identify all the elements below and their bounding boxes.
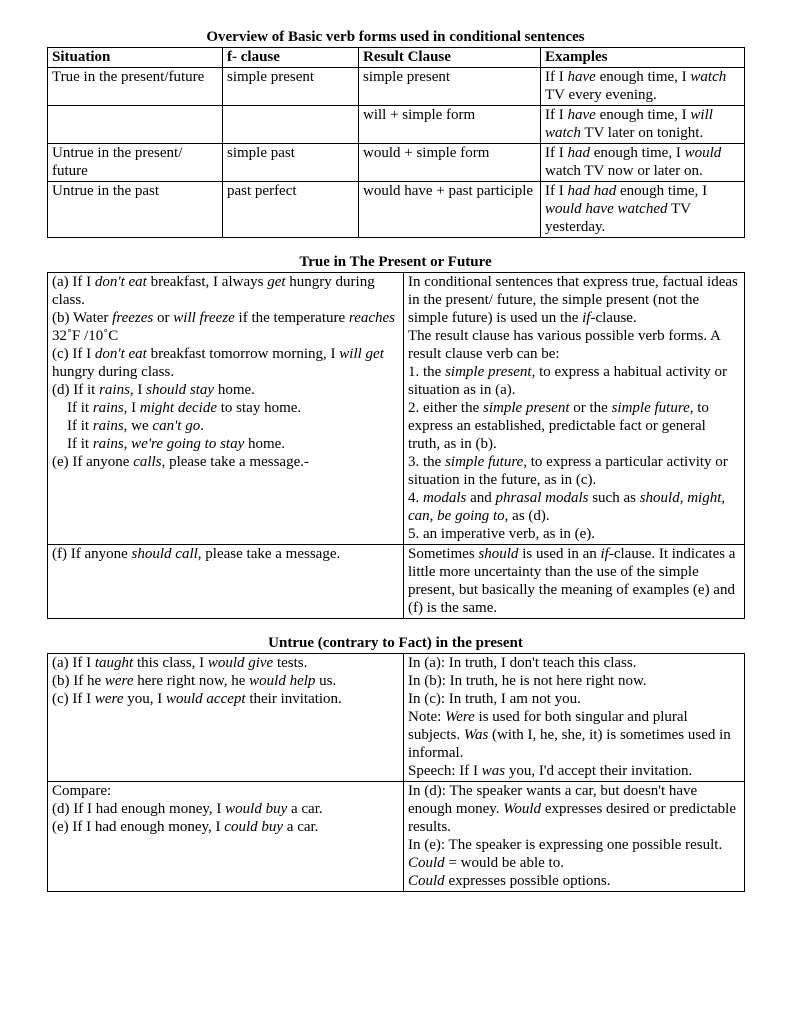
table-cell: simple past — [223, 144, 359, 182]
table-cell — [223, 106, 359, 144]
text-line: In (a): In truth, I don't teach this class. — [408, 655, 637, 671]
table-cell: would have + past participle — [359, 182, 541, 238]
table-row — [48, 68, 745, 106]
text-line: (a) If I don't eat breakfast, I always get hungry during class. — [52, 274, 379, 308]
examples-cell — [48, 545, 404, 619]
table-row — [48, 782, 745, 892]
text-line: If it rains, we can't go. — [52, 418, 204, 434]
table-cell: Untrue in the past — [48, 182, 223, 238]
text-line: (e) If anyone calls, please take a message.- — [52, 454, 309, 470]
column-header: Situation — [48, 48, 223, 68]
table-row — [48, 273, 745, 545]
text-line: (d) If I had enough money, I would buy a car. — [52, 801, 323, 817]
text-line: Compare: — [52, 783, 112, 799]
table-cell: If I have enough time, I watch TV every evening. — [541, 68, 745, 106]
untrue-present-section — [47, 634, 744, 892]
table-cell: If I had enough time, I would watch TV now or later on. — [541, 144, 745, 182]
column-header: f- clause — [223, 48, 359, 68]
table-cell: If I have enough time, I will watch TV later on tonight. — [541, 106, 745, 144]
text-line: (b) If he were here right now, he would help us. — [52, 673, 337, 689]
text-line: Speech: If I was you, I'd accept their invitation. — [408, 763, 693, 779]
text-line: 2. either the simple present or the simple future, to express an established, predictable fact or general truth, as in (b). — [408, 400, 713, 452]
text-line: If it rains, I might decide to stay home. — [52, 400, 302, 416]
text-line: (d) If it rains, I should stay home. — [52, 382, 255, 398]
untrue-present-table — [47, 653, 745, 892]
overview-section — [47, 28, 744, 238]
text-line: Could = would be able to. — [408, 855, 564, 871]
text-line: 1. the simple present, to express a habitual activity or situation as in (a). — [408, 364, 731, 398]
present-future-title: True in The Present or Future — [299, 254, 492, 270]
text-line: In (c): In truth, I am not you. — [408, 691, 581, 707]
text-line: (c) If I don't eat breakfast tomorrow morning, I will get hungry during class. — [52, 346, 388, 380]
table-row — [48, 144, 745, 182]
text-line: Sometimes should is used in an if-clause. It indicates a little more uncertainty than the use of the simple present, but basically the meaning of examples (e) and (f) is the same. — [408, 546, 740, 616]
text-line: (e) If I had enough money, I could buy a car. — [52, 819, 319, 835]
text-line: 5. an imperative verb, as in (e). — [408, 526, 596, 542]
table-cell: past perfect — [223, 182, 359, 238]
table-cell: simple present — [223, 68, 359, 106]
untrue-present-table-body — [48, 654, 745, 892]
table-row — [48, 182, 745, 238]
table-cell: will + simple form — [359, 106, 541, 144]
text-line: In conditional sentences that express true, factual ideas in the present/ future, the simple present (not the simple future) is used un the if-clause. — [408, 274, 742, 326]
overview-title: Overview of Basic verb forms used in conditional sentences — [206, 29, 585, 45]
table-cell: would + simple form — [359, 144, 541, 182]
explanation-cell — [404, 782, 745, 892]
text-line: In (d): The speaker wants a car, but doesn't have enough money. Would expresses desired or predictable results. — [408, 783, 740, 835]
text-line: Note: Were is used for both singular and plural subjects. Was (with I, he, she, it) is sometimes used in informal. — [408, 709, 735, 761]
text-line: (c) If I were you, I would accept their invitation. — [52, 691, 342, 707]
column-header: Result Clause — [359, 48, 541, 68]
explanation-cell — [404, 545, 745, 619]
text-line: 3. the simple future, to express a particular activity or situation in the future, as in (c). — [408, 454, 732, 488]
present-future-table-body — [48, 273, 745, 619]
present-future-section — [47, 253, 744, 619]
present-future-table — [47, 272, 745, 619]
text-line: (a) If I taught this class, I would give tests. — [52, 655, 308, 671]
table-row — [48, 545, 745, 619]
text-line: The result clause has various possible verb forms. A result clause verb can be: — [408, 328, 724, 362]
text-line: In (b): In truth, he is not here right now. — [408, 673, 647, 689]
explanation-cell — [404, 654, 745, 782]
column-header: Examples — [541, 48, 745, 68]
table-row — [48, 106, 745, 144]
text-line: In (e): The speaker is expressing one possible result. — [408, 837, 723, 853]
examples-cell — [48, 782, 404, 892]
text-line: (f) If anyone should call, please take a message. — [52, 546, 341, 562]
text-line: (b) Water freezes or will freeze if the temperature reaches 32˚F /10˚C — [52, 310, 399, 344]
table-cell: True in the present/future — [48, 68, 223, 106]
overview-table-body — [48, 48, 745, 238]
examples-cell — [48, 654, 404, 782]
table-cell: simple present — [359, 68, 541, 106]
header-row — [48, 48, 745, 68]
examples-cell — [48, 273, 404, 545]
untrue-present-title: Untrue (contrary to Fact) in the present — [268, 635, 523, 651]
table-row — [48, 654, 745, 782]
table-cell: If I had had enough time, I would have watched TV yesterday. — [541, 182, 745, 238]
text-line: Could expresses possible options. — [408, 873, 611, 889]
text-line: If it rains, we're going to stay home. — [52, 436, 286, 452]
table-cell: Untrue in the present/ future — [48, 144, 223, 182]
explanation-cell — [404, 273, 745, 545]
overview-table — [47, 47, 745, 238]
text-line: 4. modals and phrasal modals such as should, might, can, be going to, as (d). — [408, 490, 729, 524]
table-cell — [48, 106, 223, 144]
